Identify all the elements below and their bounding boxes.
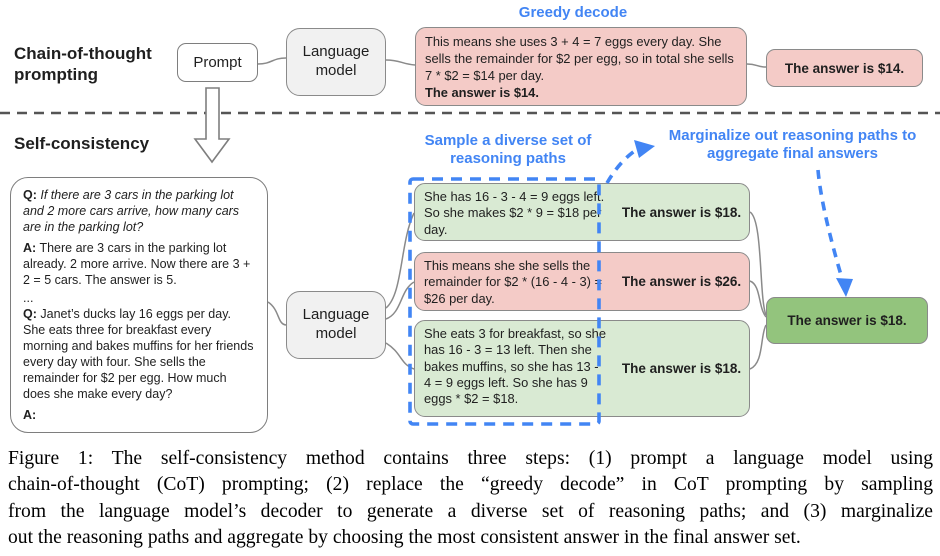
cot-output-text: This means she uses 3 + 4 = 7 eggs every day. She sells the remainder for $2 per egg, so in total she sells 7 * $2 = $14 per day.	[425, 34, 734, 84]
final-answer-text: The answer is $18.	[787, 313, 907, 328]
prompt-answer-1	[23, 240, 255, 288]
sc-section-label: Self-consistency	[14, 134, 150, 153]
reasoning-path-box-2	[414, 252, 750, 311]
cot-answer-text: The answer is $14.	[784, 60, 905, 76]
marginalize-to-final-arrowhead-icon	[836, 278, 853, 297]
a2-prefix: A:	[23, 408, 37, 423]
prompt-ellipsis: ...	[23, 291, 34, 305]
figure-caption	[8, 446, 933, 551]
greedy-decode-label: Greedy decode	[518, 4, 628, 21]
path-2-reasoning: This means she she sells the remainder for $2 * (16 - 4 - 3) = $26 per day.	[424, 258, 603, 306]
cot-section-label: Chain-of-thought prompting	[14, 44, 152, 84]
cot-output-answer: The answer is $14.	[425, 85, 539, 101]
sample-paths-label: Sample a diverse set of reasoning paths	[424, 132, 592, 167]
caption-line-1: Figure 1: The self-consistency method contains three steps: (1) prompt a language model using	[8, 448, 933, 469]
caption-line-2: chain-of-thought (CoT) prompting; (2) replace the “greedy decode” in CoT prompting by sampling	[8, 474, 933, 496]
q1-prefix: Q:	[23, 188, 37, 202]
prompt-question-2	[23, 306, 255, 402]
q2-prefix: Q:	[23, 307, 37, 322]
prompt-answer-2	[23, 407, 255, 423]
final-answer-box	[766, 297, 928, 344]
marginalize-label: Marginalize out reasoning paths to aggregate final answers	[668, 127, 917, 162]
caption-line-3: from the language model’s decoder to generate a diverse set of reasoning paths; and (3) marginalize	[8, 500, 933, 522]
few-shot-prompt-box	[10, 177, 268, 433]
language-model-label-2: Language model	[302, 306, 370, 342]
path-3-answer: The answer is $18.	[621, 361, 742, 376]
q1-text: If there are 3 cars in the parking lot and 2 more cars arrive, how many cars are in the parking lot?	[23, 188, 240, 234]
q2-text: Janet’s ducks lay 16 eggs per day. She eats three for breakfast every morning and bakes muffins for her friends every day with four. She sells the remainder for $2 per egg. How much does she make every day?	[23, 307, 254, 402]
prompt-question-1	[23, 187, 255, 235]
a1-prefix: A:	[23, 241, 37, 255]
cot-answer-box	[766, 49, 923, 87]
marginalize-to-final-arrow	[818, 170, 843, 282]
sample-to-marginalize-arrow	[607, 150, 636, 183]
path-2-answer: The answer is $26.	[621, 274, 742, 289]
caption-line-4: out the reasoning paths and aggregate by choosing the most consistent answer in the final answer set.	[8, 527, 801, 549]
prompt-box-label: Prompt	[193, 54, 242, 71]
language-model-box-top	[286, 28, 386, 96]
prompt-box	[177, 43, 258, 82]
path-1-reasoning: She has 16 - 3 - 4 = 9 eggs left. So she makes $2 * 9 = $18 per day.	[424, 189, 605, 237]
cot-output-box	[415, 27, 747, 106]
reasoning-path-box-3	[414, 320, 750, 417]
a1-text: There are 3 cars in the parking lot already. 2 more arrive. Now there are 3 + 2 = 5 cars. The answer is 5.	[23, 241, 251, 287]
path-1-answer: The answer is $18.	[621, 204, 742, 220]
path-3-reasoning: She eats 3 for breakfast, so she has 16 - 3 = 13 left. Then she bakes muffins, so she has 13 - 4 = 9 eggs left. So she has 9 eggs * $2 = $18.	[424, 326, 607, 406]
language-model-label: Language model	[302, 43, 370, 79]
language-model-box-bottom	[286, 291, 386, 359]
reasoning-path-box-1	[414, 183, 750, 241]
